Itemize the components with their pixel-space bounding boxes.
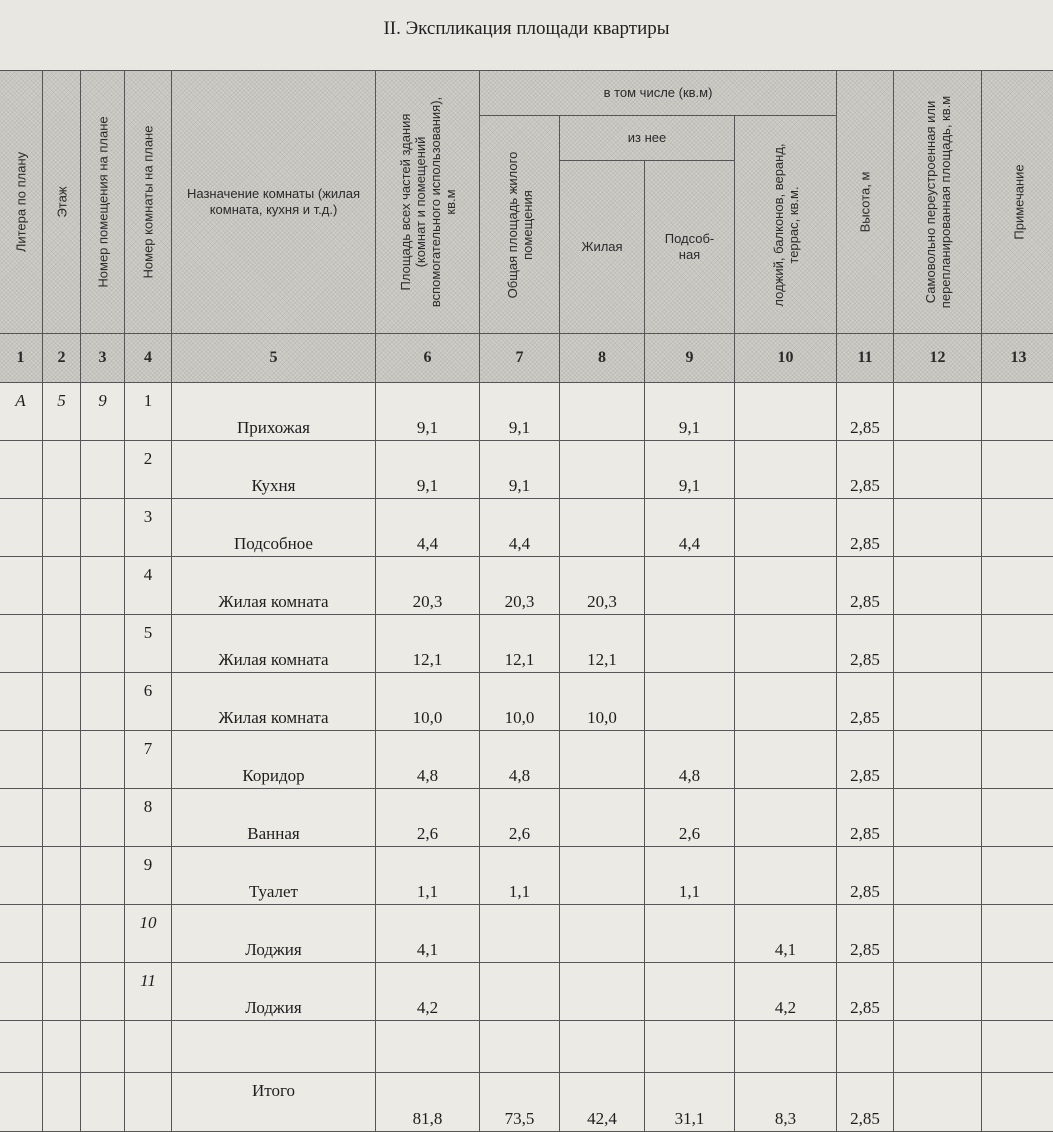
loggia-area-cell: 4,2 <box>735 963 837 1021</box>
empty-cell <box>0 1021 43 1073</box>
living-area-cell <box>560 499 645 557</box>
note-cell <box>982 441 1053 499</box>
living-area-cell: 20,3 <box>560 557 645 615</box>
unauthorized-cell <box>894 847 982 905</box>
height-cell: 2,85 <box>837 731 894 789</box>
room-num-cell: 6 <box>125 673 172 731</box>
total-label-cell: Итого <box>172 1073 376 1132</box>
liter-cell <box>0 499 43 557</box>
area-all-cell: 4,4 <box>376 499 480 557</box>
room-name-cell: Туалет <box>172 847 376 905</box>
unauthorized-cell <box>894 499 982 557</box>
col-number: 11 <box>837 334 894 383</box>
room-num-cell: 4 <box>125 557 172 615</box>
empty-cell <box>982 1021 1053 1073</box>
total-loggia-area: 8,3 <box>735 1073 837 1132</box>
living-area-cell: 10,0 <box>560 673 645 731</box>
liter-cell <box>0 615 43 673</box>
col-number: 3 <box>81 334 125 383</box>
unauthorized-cell <box>894 615 982 673</box>
empty-cell <box>125 1073 172 1132</box>
area-all-cell: 1,1 <box>376 847 480 905</box>
liter-cell <box>0 963 43 1021</box>
living-area-cell <box>560 731 645 789</box>
room-name-cell: Кухня <box>172 441 376 499</box>
aux-area-cell <box>645 615 735 673</box>
room-no-plan-cell <box>81 441 125 499</box>
col-number: 6 <box>376 334 480 383</box>
unauthorized-cell <box>894 963 982 1021</box>
note-cell <box>982 731 1053 789</box>
aux-area-cell: 1,1 <box>645 847 735 905</box>
loggia-area-cell <box>735 673 837 731</box>
empty-cell <box>125 1021 172 1073</box>
empty-cell <box>894 1021 982 1073</box>
total-living-cell: 9,1 <box>480 441 560 499</box>
header-living: Жилая <box>560 161 645 334</box>
aux-area-cell: 9,1 <box>645 441 735 499</box>
floor-cell <box>43 557 81 615</box>
loggia-area-cell: 4,1 <box>735 905 837 963</box>
col-number: 4 <box>125 334 172 383</box>
living-area-cell <box>560 441 645 499</box>
height-cell: 2,85 <box>837 905 894 963</box>
note-cell <box>982 557 1053 615</box>
total-living-cell <box>480 905 560 963</box>
total-living-cell: 12,1 <box>480 615 560 673</box>
empty-cell <box>43 1021 81 1073</box>
room-no-plan-cell <box>81 905 125 963</box>
header-total-living: Общая площадь жилого помещения <box>480 116 560 334</box>
total-area-all: 81,8 <box>376 1073 480 1132</box>
room-num-cell: 3 <box>125 499 172 557</box>
height-cell: 2,85 <box>837 441 894 499</box>
room-name-cell: Жилая комната <box>172 615 376 673</box>
table-row <box>0 441 1053 499</box>
floor-cell <box>43 499 81 557</box>
living-area-cell <box>560 963 645 1021</box>
header-purpose: Назначение комнаты (жилая комната, кухня и т.д.) <box>172 71 376 334</box>
area-all-cell: 20,3 <box>376 557 480 615</box>
area-all-cell: 2,6 <box>376 789 480 847</box>
total-living-cell: 10,0 <box>480 673 560 731</box>
floor-cell <box>43 789 81 847</box>
header-incl: в том числе (кв.м) <box>480 71 837 116</box>
floor-cell: 5 <box>43 383 81 441</box>
col-number: 5 <box>172 334 376 383</box>
unauthorized-cell <box>894 905 982 963</box>
table-row <box>0 383 1053 441</box>
area-all-cell: 4,8 <box>376 731 480 789</box>
col-number: 12 <box>894 334 982 383</box>
loggia-area-cell <box>735 557 837 615</box>
table-row <box>0 615 1053 673</box>
total-living-cell: 9,1 <box>480 383 560 441</box>
floor-cell <box>43 731 81 789</box>
floor-cell <box>43 673 81 731</box>
unauthorized-cell <box>894 789 982 847</box>
liter-cell <box>0 789 43 847</box>
header-area-all: Площадь всех частей здания (комнат и помещений вспомогательного использования), кв.м <box>376 71 480 334</box>
empty-cell <box>894 1073 982 1132</box>
header-unauthorized: Самовольно переустроенная или перепланированная площадь, кв.м <box>894 71 982 334</box>
aux-area-cell: 4,4 <box>645 499 735 557</box>
loggia-area-cell <box>735 383 837 441</box>
room-no-plan-cell <box>81 963 125 1021</box>
area-all-cell: 9,1 <box>376 441 480 499</box>
liter-cell <box>0 673 43 731</box>
total-total-living: 73,5 <box>480 1073 560 1132</box>
aux-area-cell <box>645 673 735 731</box>
empty-cell <box>43 1073 81 1132</box>
empty-cell <box>735 1021 837 1073</box>
room-no-plan-cell <box>81 615 125 673</box>
empty-cell <box>560 1021 645 1073</box>
header-liter: Литера по плану <box>0 71 43 334</box>
aux-area-cell: 9,1 <box>645 383 735 441</box>
living-area-cell: 12,1 <box>560 615 645 673</box>
height-cell: 2,85 <box>837 615 894 673</box>
room-num-cell: 8 <box>125 789 172 847</box>
loggia-area-cell <box>735 731 837 789</box>
area-all-cell: 12,1 <box>376 615 480 673</box>
note-cell <box>982 905 1053 963</box>
liter-cell <box>0 441 43 499</box>
header-of-it: из нее <box>560 116 735 161</box>
room-num-cell: 11 <box>125 963 172 1021</box>
table-row <box>0 905 1053 963</box>
empty-cell <box>0 1073 43 1132</box>
room-name-cell: Подсобное <box>172 499 376 557</box>
col-number: 9 <box>645 334 735 383</box>
col-number: 7 <box>480 334 560 383</box>
room-name-cell: Жилая комната <box>172 557 376 615</box>
liter-cell <box>0 847 43 905</box>
room-num-cell: 7 <box>125 731 172 789</box>
living-area-cell <box>560 905 645 963</box>
floor-cell <box>43 963 81 1021</box>
note-cell <box>982 847 1053 905</box>
total-height: 2,85 <box>837 1073 894 1132</box>
floor-cell <box>43 847 81 905</box>
room-name-cell: Лоджия <box>172 905 376 963</box>
height-cell: 2,85 <box>837 963 894 1021</box>
col-number: 8 <box>560 334 645 383</box>
explication-table <box>0 70 1053 1132</box>
aux-area-cell <box>645 963 735 1021</box>
header-room-no-plan: Номер помещения на плане <box>81 71 125 334</box>
floor-cell <box>43 441 81 499</box>
room-no-plan-cell <box>81 731 125 789</box>
room-num-cell: 9 <box>125 847 172 905</box>
living-area-cell <box>560 789 645 847</box>
header-auxiliary: Подсоб-ная <box>645 161 735 334</box>
unauthorized-cell <box>894 557 982 615</box>
area-all-cell: 10,0 <box>376 673 480 731</box>
height-cell: 2,85 <box>837 499 894 557</box>
unauthorized-cell <box>894 383 982 441</box>
height-cell: 2,85 <box>837 557 894 615</box>
room-name-cell: Прихожая <box>172 383 376 441</box>
height-cell: 2,85 <box>837 847 894 905</box>
liter-cell <box>0 557 43 615</box>
room-no-plan-cell <box>81 789 125 847</box>
total-row <box>0 1073 1053 1132</box>
room-no-plan-cell <box>81 673 125 731</box>
room-no-plan-cell <box>81 847 125 905</box>
unauthorized-cell <box>894 731 982 789</box>
empty-cell <box>480 1021 560 1073</box>
loggia-area-cell <box>735 615 837 673</box>
total-living-cell: 1,1 <box>480 847 560 905</box>
empty-row <box>0 1021 1053 1073</box>
page-title: II. Экспликация площади квартиры <box>0 18 1053 40</box>
table-row <box>0 731 1053 789</box>
height-cell: 2,85 <box>837 673 894 731</box>
header-loggia: лоджий, балконов, веранд, террас, кв.м. <box>735 116 837 334</box>
table-row <box>0 789 1053 847</box>
floor-cell <box>43 615 81 673</box>
room-name-cell: Коридор <box>172 731 376 789</box>
loggia-area-cell <box>735 441 837 499</box>
total-living-cell: 4,8 <box>480 731 560 789</box>
loggia-area-cell <box>735 499 837 557</box>
liter-cell: А <box>0 383 43 441</box>
col-number: 2 <box>43 334 81 383</box>
aux-area-cell: 4,8 <box>645 731 735 789</box>
header-room-num: Номер комнаты на плане <box>125 71 172 334</box>
unauthorized-cell <box>894 441 982 499</box>
liter-cell <box>0 905 43 963</box>
area-all-cell: 9,1 <box>376 383 480 441</box>
total-living-cell: 20,3 <box>480 557 560 615</box>
aux-area-cell <box>645 557 735 615</box>
room-name-cell: Ванная <box>172 789 376 847</box>
total-living-cell: 2,6 <box>480 789 560 847</box>
aux-area-cell: 2,6 <box>645 789 735 847</box>
table-row <box>0 673 1053 731</box>
room-num-cell: 10 <box>125 905 172 963</box>
room-num-cell: 2 <box>125 441 172 499</box>
loggia-area-cell <box>735 847 837 905</box>
floor-cell <box>43 905 81 963</box>
note-cell <box>982 963 1053 1021</box>
col-number: 10 <box>735 334 837 383</box>
empty-cell <box>81 1073 125 1132</box>
room-no-plan-cell <box>81 557 125 615</box>
header-note: Примечание <box>982 71 1053 334</box>
total-aux-area: 31,1 <box>645 1073 735 1132</box>
header-height: Высота, м <box>837 71 894 334</box>
table-row <box>0 557 1053 615</box>
room-name-cell: Лоджия <box>172 963 376 1021</box>
total-living-cell: 4,4 <box>480 499 560 557</box>
note-cell <box>982 789 1053 847</box>
table-row <box>0 963 1053 1021</box>
aux-area-cell <box>645 905 735 963</box>
note-cell <box>982 499 1053 557</box>
room-no-plan-cell: 9 <box>81 383 125 441</box>
note-cell <box>982 383 1053 441</box>
empty-cell <box>837 1021 894 1073</box>
col-number: 13 <box>982 334 1053 383</box>
height-cell: 2,85 <box>837 383 894 441</box>
height-cell: 2,85 <box>837 789 894 847</box>
total-living-cell <box>480 963 560 1021</box>
empty-cell <box>645 1021 735 1073</box>
area-all-cell: 4,2 <box>376 963 480 1021</box>
empty-cell <box>376 1021 480 1073</box>
total-living-area: 42,4 <box>560 1073 645 1132</box>
living-area-cell <box>560 847 645 905</box>
area-all-cell: 4,1 <box>376 905 480 963</box>
room-name-cell: Жилая комната <box>172 673 376 731</box>
unauthorized-cell <box>894 673 982 731</box>
note-cell <box>982 673 1053 731</box>
empty-cell <box>81 1021 125 1073</box>
table-row <box>0 499 1053 557</box>
col-number: 1 <box>0 334 43 383</box>
room-num-cell: 5 <box>125 615 172 673</box>
room-no-plan-cell <box>81 499 125 557</box>
note-cell <box>982 615 1053 673</box>
empty-cell <box>172 1021 376 1073</box>
living-area-cell <box>560 383 645 441</box>
empty-cell <box>982 1073 1053 1132</box>
header-floor: Этаж <box>43 71 81 334</box>
room-num-cell: 1 <box>125 383 172 441</box>
liter-cell <box>0 731 43 789</box>
loggia-area-cell <box>735 789 837 847</box>
table-row <box>0 847 1053 905</box>
